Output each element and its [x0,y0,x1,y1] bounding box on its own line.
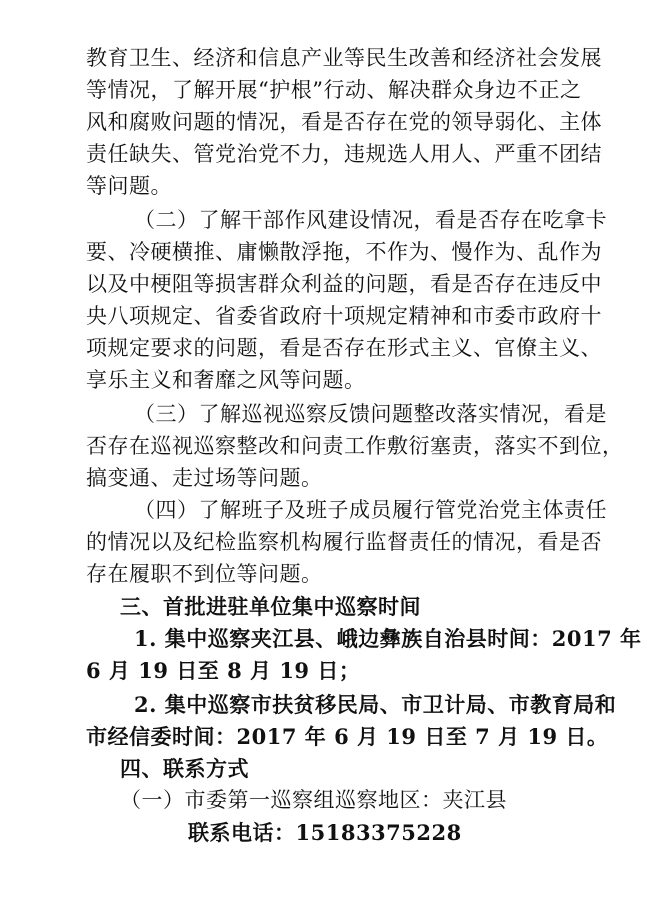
schedule-item-1: 1. 集中巡察夹江县、峨边彝族自治县时间：2017 年 [134,626,642,651]
schedule-item-2-date: 市经信委时间：2017 年 6 月 19 日至 7 月 19 日。 [86,724,609,749]
paragraph-line: 项规定要求的问题，看是否存在形式主义、官僚主义、 [86,336,602,360]
paragraph-line: 享乐主义和奢靡之风等问题。 [86,368,366,392]
schedule-item-1-date: 6 月 19 日至 8 月 19 日； [86,658,361,683]
schedule-item-2: 2. 集中巡察市扶贫移民局、市卫计局、市教育局和 [134,692,617,717]
paragraph-line: 央八项规定、省委省政府十项规定精神和市委市政府十 [86,304,602,328]
contact-group-line: （一）市委第一巡察组巡察地区：夹江县 [120,788,507,812]
paragraph-line: 风和腐败问题的情况，看是否存在党的领导弱化、主体 [86,110,602,134]
section-2-line: （二）了解干部作风建设情况，看是否存在吃拿卡 [134,208,607,232]
section-4-line: （四）了解班子及班子成员履行管党治党主体责任 [134,498,607,522]
section-3-line: （三）了解巡视巡察反馈问题整改落实情况，看是 [134,402,607,426]
paragraph-line: 的情况以及纪检监察机构履行监督责任的情况，看是否 [86,530,602,554]
paragraph-line: 否存在巡视巡察整改和问责工作敷衍塞责，落实不到位， [86,434,624,458]
heading-four: 四、联系方式 [120,756,249,781]
paragraph-line: 责任缺失、管党治党不力，违规选人用人、严重不团结 [86,142,602,166]
paragraph-line: 存在履职不到位等问题。 [86,562,323,586]
paragraph-line: 以及中梗阻等损害群众利益的问题，看是否存在违反中 [86,272,602,296]
paragraph-line: 等情况，了解开展“护根”行动、解决群众身边不正之 [86,78,582,102]
paragraph-line: 教育卫生、经济和信息产业等民生改善和经济社会发展 [86,46,602,70]
contact-phone: 联系电话：15183375228 [188,820,462,845]
heading-three: 三、首批进驻单位集中巡察时间 [120,594,421,619]
paragraph-line: 等问题。 [86,174,172,198]
paragraph-line: 要、冷硬横推、庸懒散浮拖，不作为、慢作为、乱作为 [86,240,602,264]
paragraph-line: 搞变通、走过场等问题。 [86,466,323,490]
